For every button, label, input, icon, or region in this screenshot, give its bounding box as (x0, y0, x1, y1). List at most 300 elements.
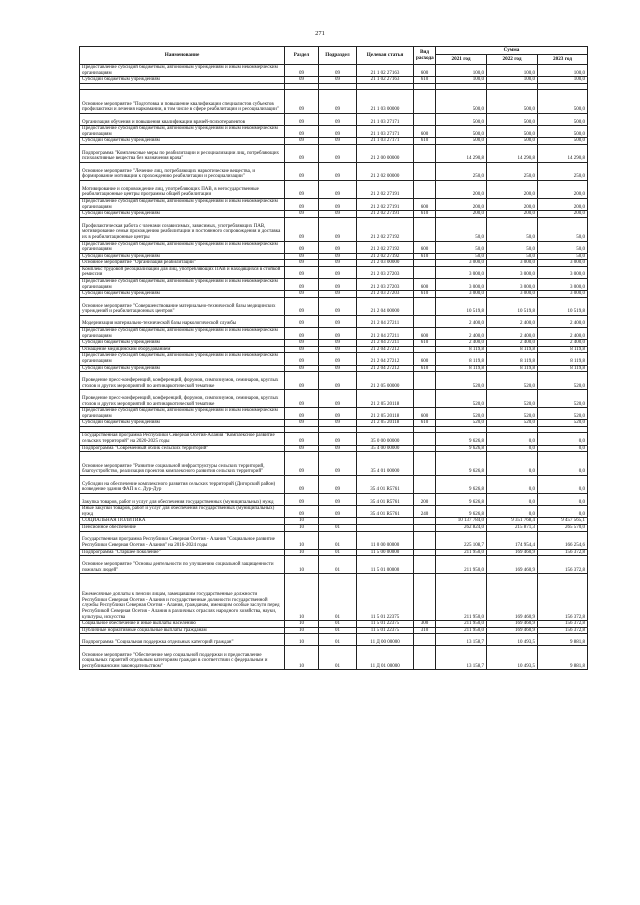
header-sum: Сумма (436, 47, 588, 55)
cell-2023: 520,0 (538, 420, 588, 427)
cell-vid (414, 390, 436, 408)
cell-2021: 8 119,8 (436, 365, 487, 372)
cell-razdel: 09 (285, 113, 319, 125)
cell-razdel: 09 (285, 315, 319, 327)
cell-2022: 500,0 (487, 90, 538, 114)
cell-name: Субсидии бюджетным учреждениям (80, 340, 285, 347)
cell-vid (414, 372, 436, 390)
cell-podrazdel: 09 (319, 315, 357, 327)
cell-2021: 225 108,7 (436, 531, 487, 549)
table-row (80, 524, 588, 531)
cell-name: Подпрограмма "Комплексные меры по реабилитации и ресоциализации лиц, потребляющих психоактивные вещества без назначения врача" (80, 144, 285, 162)
cell-name: Субсидии бюджетным учреждениям (80, 253, 285, 260)
cell-name: Предоставление субсидий бюджетным, автономным учреждениям и иным некоммерческим организациям (80, 198, 285, 210)
cell-2022: 0,0 (487, 506, 538, 518)
cell-2022: 250,0 (487, 162, 538, 180)
cell-podrazdel: 09 (319, 445, 357, 452)
cell-2021: 200,0 (436, 180, 487, 198)
cell-podrazdel: 09 (319, 162, 357, 180)
cell-2022: 50,0 (487, 253, 538, 260)
cell-name: Социальное обеспечение и иные выплаты населению (80, 621, 285, 628)
cell-podrazdel: 01 (319, 574, 357, 621)
cell-razdel: 09 (285, 493, 319, 505)
cell-2021: 3 000,0 (436, 260, 487, 267)
cell-podrazdel: 09 (319, 65, 357, 77)
cell-2023: 14 290,8 (538, 144, 588, 162)
cell-2021: 500,0 (436, 113, 487, 125)
cell-target: 21 2 05 20118 (357, 420, 414, 427)
cell-2021: 13 158,7 (436, 646, 487, 670)
cell-2023: 2 400,0 (538, 340, 588, 347)
cell-name: Предоставление субсидий бюджетным, автономным учреждениям и иным некоммерческим организациям (80, 126, 285, 138)
cell-vid (414, 646, 436, 670)
cell-2021: 211 950,0 (436, 549, 487, 556)
cell-target: 21 2 04 27212 (357, 346, 414, 353)
cell-podrazdel: 09 (319, 297, 357, 315)
cell-2021: 100,0 (436, 65, 487, 77)
cell-2023: 2 400,0 (538, 328, 588, 340)
cell-2022: 3 000,0 (487, 291, 538, 298)
cell-2023: 3 000,0 (538, 260, 588, 267)
cell-target: 21 2 05 20118 (357, 408, 414, 420)
table-row (80, 260, 588, 267)
cell-razdel: 09 (285, 65, 319, 77)
cell-2023: 3 000,0 (538, 266, 588, 278)
cell-razdel: 09 (285, 266, 319, 278)
cell-vid: 600 (414, 279, 436, 291)
cell-podrazdel: 09 (319, 126, 357, 138)
cell-2022: 169 460,9 (487, 621, 538, 628)
cell-target: 21 2 04 27211 (357, 340, 414, 347)
cell-podrazdel: 01 (319, 646, 357, 670)
cell-razdel: 10 (285, 524, 319, 531)
cell-target: 21 2 00 00000 (357, 144, 414, 162)
cell-vid: 610 (414, 138, 436, 145)
cell-podrazdel: 09 (319, 90, 357, 114)
table-row (80, 77, 588, 84)
cell-vid: 600 (414, 198, 436, 210)
cell-podrazdel: 09 (319, 328, 357, 340)
cell-2021: 2 400,0 (436, 340, 487, 347)
header-target: Целевая статья (357, 47, 414, 65)
cell-razdel: 09 (285, 372, 319, 390)
cell-2023: 9 881,8 (538, 634, 588, 646)
header-2021: 2021 год (436, 55, 487, 65)
cell-name: Основное мероприятие "Развитие социальной инфраструктуры сельских территорий, благоустройство, реализация проектов комплексного развития сельских территорий" (80, 452, 285, 476)
cell-razdel: 10 (285, 556, 319, 574)
cell-razdel: 09 (285, 180, 319, 198)
cell-target: 35 4 01 R5761 (357, 506, 414, 518)
cell-2023: 3 000,0 (538, 291, 588, 298)
cell-2022: 0,0 (487, 493, 538, 505)
table-row (80, 138, 588, 145)
cell-vid (414, 634, 436, 646)
cell-podrazdel: 09 (319, 420, 357, 427)
table-row (80, 126, 588, 138)
table-body (80, 65, 588, 670)
cell-target: 21 2 02 27192 (357, 253, 414, 260)
cell-vid: 610 (414, 340, 436, 347)
cell-name: Публичные нормативные социальные выплаты гражданам (80, 627, 285, 634)
cell-target: 21 2 04 27211 (357, 315, 414, 327)
cell-2022: 200,0 (487, 211, 538, 218)
cell-2021: 211 950,0 (436, 574, 487, 621)
cell-target: 21 2 02 27192 (357, 217, 414, 241)
cell-2021: 100,0 (436, 77, 487, 84)
cell-podrazdel: 09 (319, 77, 357, 84)
cell-vid (414, 260, 436, 267)
cell-2022: 8 119,8 (487, 365, 538, 372)
cell-razdel: 09 (285, 408, 319, 420)
table-row (80, 445, 588, 452)
cell-2023: 0,0 (538, 452, 588, 476)
cell-2022: 520,0 (487, 390, 538, 408)
cell-vid: 600 (414, 353, 436, 365)
cell-2022: 2 400,0 (487, 328, 538, 340)
cell-2022: 50,0 (487, 217, 538, 241)
cell-vid (414, 556, 436, 574)
cell-razdel: 09 (285, 297, 319, 315)
cell-target: 35 4 01 00000 (357, 452, 414, 476)
cell-2023: 9 457 565,1 (538, 518, 588, 525)
cell-2022: 520,0 (487, 420, 538, 427)
table-row (80, 493, 588, 505)
cell-2022: 169 460,9 (487, 574, 538, 621)
cell-target (357, 524, 414, 531)
cell-target (357, 518, 414, 525)
table-row (80, 113, 588, 125)
cell-2023: 200,0 (538, 198, 588, 210)
cell-name: Субсидии бюджетным учреждениям (80, 420, 285, 427)
cell-target: 11 5 01 22375 (357, 574, 414, 621)
cell-2023: 166 254,6 (538, 531, 588, 549)
cell-vid: 610 (414, 77, 436, 84)
cell-name: Субсидии на обеспечение комплексного развития сельских территорий (Дигорский район) возведение здания ФАП в с. Дур-Дур (80, 475, 285, 493)
cell-2021: 500,0 (436, 126, 487, 138)
cell-2022: 174 954,4 (487, 531, 538, 549)
cell-vid (414, 315, 436, 327)
cell-vid: 300 (414, 621, 436, 628)
cell-target: 21 2 05 20118 (357, 390, 414, 408)
cell-name: Субсидии бюджетным учреждениям (80, 138, 285, 145)
cell-podrazdel: 09 (319, 279, 357, 291)
cell-2022: 215 871,3 (487, 524, 538, 531)
table-row (80, 346, 588, 353)
cell-vid (414, 524, 436, 531)
cell-2023: 156 372,8 (538, 627, 588, 634)
cell-2021: 2 400,0 (436, 328, 487, 340)
budget-table (79, 46, 588, 670)
header-2023: 2023 год (538, 55, 588, 65)
cell-2021: 3 000,0 (436, 291, 487, 298)
cell-target: 11 5 01 22375 (357, 621, 414, 628)
table-row (80, 65, 588, 77)
cell-2021: 500,0 (436, 90, 487, 114)
cell-name: Проведение пресс-конференций, конференций, форумов, симпозиумов, семинаров, круглых столов и других мероприятий по антинаркотической тематике (80, 390, 285, 408)
cell-podrazdel: 01 (319, 634, 357, 646)
cell-2021: 8 119,8 (436, 353, 487, 365)
cell-target: 11 0 00 00000 (357, 531, 414, 549)
cell-2021: 520,0 (436, 390, 487, 408)
cell-2022: 520,0 (487, 408, 538, 420)
table-row (80, 315, 588, 327)
cell-2023: 8 119,8 (538, 353, 588, 365)
cell-2023: 156 372,8 (538, 556, 588, 574)
cell-name: Оснащение медицинским оборудованием (80, 346, 285, 353)
cell-name: Пенсионное обеспечение (80, 524, 285, 531)
cell-2022: 8 119,8 (487, 353, 538, 365)
cell-name: Модернизация материально-технической базы наркологической службы (80, 315, 285, 327)
cell-vid: 600 (414, 408, 436, 420)
table-row (80, 279, 588, 291)
table-row (80, 291, 588, 298)
table-row (80, 556, 588, 574)
cell-2023: 500,0 (538, 126, 588, 138)
cell-vid: 200 (414, 493, 436, 505)
cell-name: Иные закупки товаров, работ и услуг для обеспечения государственных (муниципальных) нужд (80, 506, 285, 518)
cell-2022: 500,0 (487, 113, 538, 125)
cell-podrazdel: 09 (319, 408, 357, 420)
cell-2023: 500,0 (538, 138, 588, 145)
cell-vid (414, 518, 436, 525)
cell-vid (414, 433, 436, 445)
cell-2023: 100,0 (538, 77, 588, 84)
cell-vid (414, 445, 436, 452)
cell-podrazdel: 09 (319, 340, 357, 347)
cell-razdel: 09 (285, 138, 319, 145)
table-row (80, 420, 588, 427)
cell-podrazdel: 09 (319, 217, 357, 241)
cell-vid: 610 (414, 420, 436, 427)
cell-name: Предоставление субсидий бюджетным, автономным учреждениям и иным некоммерческим организациям (80, 65, 285, 77)
cell-2021: 520,0 (436, 408, 487, 420)
cell-target: 21 2 03 00000 (357, 260, 414, 267)
cell-target: 21 2 03 27203 (357, 291, 414, 298)
cell-2022: 0,0 (487, 433, 538, 445)
cell-2023: 0,0 (538, 445, 588, 452)
table-row (80, 518, 588, 525)
cell-vid: 610 (414, 211, 436, 218)
cell-2022: 0,0 (487, 445, 538, 452)
cell-podrazdel: 01 (319, 627, 357, 634)
cell-razdel: 09 (285, 390, 319, 408)
cell-podrazdel: 09 (319, 353, 357, 365)
cell-podrazdel: 09 (319, 266, 357, 278)
cell-2021: 8 119,8 (436, 346, 487, 353)
cell-2023: 200,0 (538, 211, 588, 218)
header-name: Наименование (80, 47, 285, 65)
table-row (80, 549, 588, 556)
cell-podrazdel: 09 (319, 144, 357, 162)
cell-name: Проведение пресс-конференций, конференций, форумов, симпозиумов, семинаров, круглых столов и других мероприятий по антинаркотической тематике (80, 372, 285, 390)
cell-podrazdel: 09 (319, 372, 357, 390)
cell-2022: 100,0 (487, 65, 538, 77)
table-row (80, 621, 588, 628)
cell-name: Предоставление субсидий бюджетным, автономным учреждениям и иным некоммерческим организациям (80, 241, 285, 253)
cell-razdel: 10 (285, 531, 319, 549)
cell-name: Подпрограмма "Старшее поколение" (80, 549, 285, 556)
table-row (80, 162, 588, 180)
page-number: 271 (315, 30, 325, 37)
cell-target: 21 2 04 00000 (357, 297, 414, 315)
cell-target: 21 1 03 27171 (357, 126, 414, 138)
cell-2021: 9 626,8 (436, 452, 487, 476)
cell-podrazdel: 09 (319, 346, 357, 353)
table-row (80, 211, 588, 218)
cell-2021: 9 626,8 (436, 475, 487, 493)
cell-podrazdel (319, 518, 357, 525)
cell-razdel: 09 (285, 144, 319, 162)
cell-razdel: 09 (285, 420, 319, 427)
cell-target: 21 1 03 27171 (357, 113, 414, 125)
cell-2021: 520,0 (436, 420, 487, 427)
cell-target: 21 2 04 27211 (357, 328, 414, 340)
cell-target: 11 5 01 22375 (357, 627, 414, 634)
cell-podrazdel: 09 (319, 260, 357, 267)
table-row (80, 266, 588, 278)
cell-razdel: 09 (285, 452, 319, 476)
cell-2023: 0,0 (538, 506, 588, 518)
cell-name: Предоставление субсидий бюджетным, автономным учреждениям и иным некоммерческим организациям (80, 353, 285, 365)
cell-target: 21 2 04 27212 (357, 353, 414, 365)
cell-razdel: 09 (285, 328, 319, 340)
cell-2021: 211 950,0 (436, 556, 487, 574)
table-row (80, 144, 588, 162)
cell-target: 35 0 00 00000 (357, 433, 414, 445)
cell-podrazdel: 09 (319, 241, 357, 253)
cell-2022: 50,0 (487, 241, 538, 253)
cell-2022: 9 351 768,4 (487, 518, 538, 525)
cell-target: 11 5 01 00000 (357, 556, 414, 574)
cell-razdel: 09 (285, 77, 319, 84)
cell-vid: 600 (414, 65, 436, 77)
cell-razdel: 09 (285, 353, 319, 365)
cell-vid (414, 297, 436, 315)
cell-vid: 600 (414, 328, 436, 340)
cell-razdel: 09 (285, 291, 319, 298)
cell-2021: 9 626,8 (436, 493, 487, 505)
cell-target: 21 2 02 00000 (357, 162, 414, 180)
cell-podrazdel: 01 (319, 549, 357, 556)
cell-2022: 200,0 (487, 180, 538, 198)
cell-target: 11 Д 00 00000 (357, 634, 414, 646)
cell-vid: 610 (414, 253, 436, 260)
cell-2021: 2 400,0 (436, 315, 487, 327)
table-row (80, 297, 588, 315)
cell-target: 21 2 02 27191 (357, 198, 414, 210)
cell-name: Субсидии бюджетным учреждениям (80, 77, 285, 84)
cell-vid (414, 574, 436, 621)
header-vid: Вид расхода (414, 47, 436, 65)
cell-vid: 310 (414, 627, 436, 634)
table-row (80, 531, 588, 549)
cell-podrazdel: 01 (319, 531, 357, 549)
cell-2022: 3 000,0 (487, 260, 538, 267)
cell-2023: 8 119,8 (538, 365, 588, 372)
cell-2021: 9 626,8 (436, 445, 487, 452)
cell-vid: 610 (414, 291, 436, 298)
cell-2023: 0,0 (538, 475, 588, 493)
cell-razdel: 10 (285, 518, 319, 525)
cell-2022: 0,0 (487, 452, 538, 476)
cell-2023: 50,0 (538, 217, 588, 241)
cell-target: 35 4 00 00000 (357, 445, 414, 452)
table-row (80, 506, 588, 518)
cell-vid (414, 144, 436, 162)
cell-2023: 520,0 (538, 408, 588, 420)
cell-podrazdel: 09 (319, 253, 357, 260)
cell-2021: 3 000,0 (436, 279, 487, 291)
cell-razdel: 09 (285, 445, 319, 452)
table-row (80, 328, 588, 340)
cell-target: 21 1 02 27163 (357, 77, 414, 84)
table-row (80, 452, 588, 476)
cell-2022: 169 460,9 (487, 549, 538, 556)
cell-2021: 9 626,8 (436, 506, 487, 518)
cell-2023: 10 519,8 (538, 297, 588, 315)
cell-podrazdel: 09 (319, 365, 357, 372)
table-row (80, 90, 588, 114)
cell-target: 21 1 02 27163 (357, 65, 414, 77)
cell-2021: 50,0 (436, 253, 487, 260)
cell-podrazdel: 09 (319, 198, 357, 210)
cell-vid (414, 549, 436, 556)
cell-name: Основное мероприятие "Подготовка и повышение квалификации специалистов субъектов профилактики и лечения наркомании, в том числе в сфере реабилитации и ресоциализации" (80, 90, 285, 114)
cell-name: Комплекс трудовой ресоциализации для лиц, употребляющих ПАВ и находящихся в стойкой ремиссии (80, 266, 285, 278)
cell-target: 21 2 04 27212 (357, 365, 414, 372)
table-row (80, 390, 588, 408)
cell-name: Субсидии бюджетным учреждениям (80, 291, 285, 298)
cell-2022: 8 119,8 (487, 346, 538, 353)
cell-name: Основное мероприятие "Обеспечение мер социальной поддержки и предоставление социальных гарантий отдельным категориям граждан в соответствии с федеральным и республиканским законодательством" (80, 646, 285, 670)
cell-2021: 250,0 (436, 162, 487, 180)
table-row (80, 340, 588, 347)
cell-target: 11 5 00 00000 (357, 549, 414, 556)
cell-2023: 250,0 (538, 162, 588, 180)
cell-target: 21 2 02 27191 (357, 211, 414, 218)
cell-target: 21 2 02 27191 (357, 180, 414, 198)
cell-podrazdel: 01 (319, 621, 357, 628)
table-row (80, 408, 588, 420)
cell-podrazdel: 09 (319, 452, 357, 476)
cell-name: Предоставление субсидий бюджетным, автономным учреждениям и иным некоммерческим организациям (80, 279, 285, 291)
cell-target: 21 2 03 27203 (357, 266, 414, 278)
cell-razdel: 09 (285, 126, 319, 138)
cell-name: Подпрограмма "Социальная поддержка отдельных категорий граждан" (80, 634, 285, 646)
cell-2021: 200,0 (436, 211, 487, 218)
cell-razdel: 10 (285, 627, 319, 634)
cell-2021: 13 158,7 (436, 634, 487, 646)
cell-razdel: 10 (285, 574, 319, 621)
cell-2021: 9 626,8 (436, 433, 487, 445)
table-row (80, 646, 588, 670)
cell-target: 21 2 05 00000 (357, 372, 414, 390)
cell-2023: 50,0 (538, 253, 588, 260)
cell-2023: 156 372,8 (538, 549, 588, 556)
table-row (80, 353, 588, 365)
cell-2021: 50,0 (436, 217, 487, 241)
header-podrazdel: Подраздел (319, 47, 357, 65)
cell-target: 21 2 02 27192 (357, 241, 414, 253)
cell-2023: 500,0 (538, 90, 588, 114)
cell-2021: 211 950,0 (436, 621, 487, 628)
cell-target: 35 4 01 R5761 (357, 493, 414, 505)
cell-vid (414, 90, 436, 114)
table-row (80, 372, 588, 390)
cell-2021: 10 137 784,0 (436, 518, 487, 525)
cell-name: Предоставление субсидий бюджетным, автономным учреждениям и иным некоммерческим организациям (80, 408, 285, 420)
cell-razdel: 09 (285, 475, 319, 493)
